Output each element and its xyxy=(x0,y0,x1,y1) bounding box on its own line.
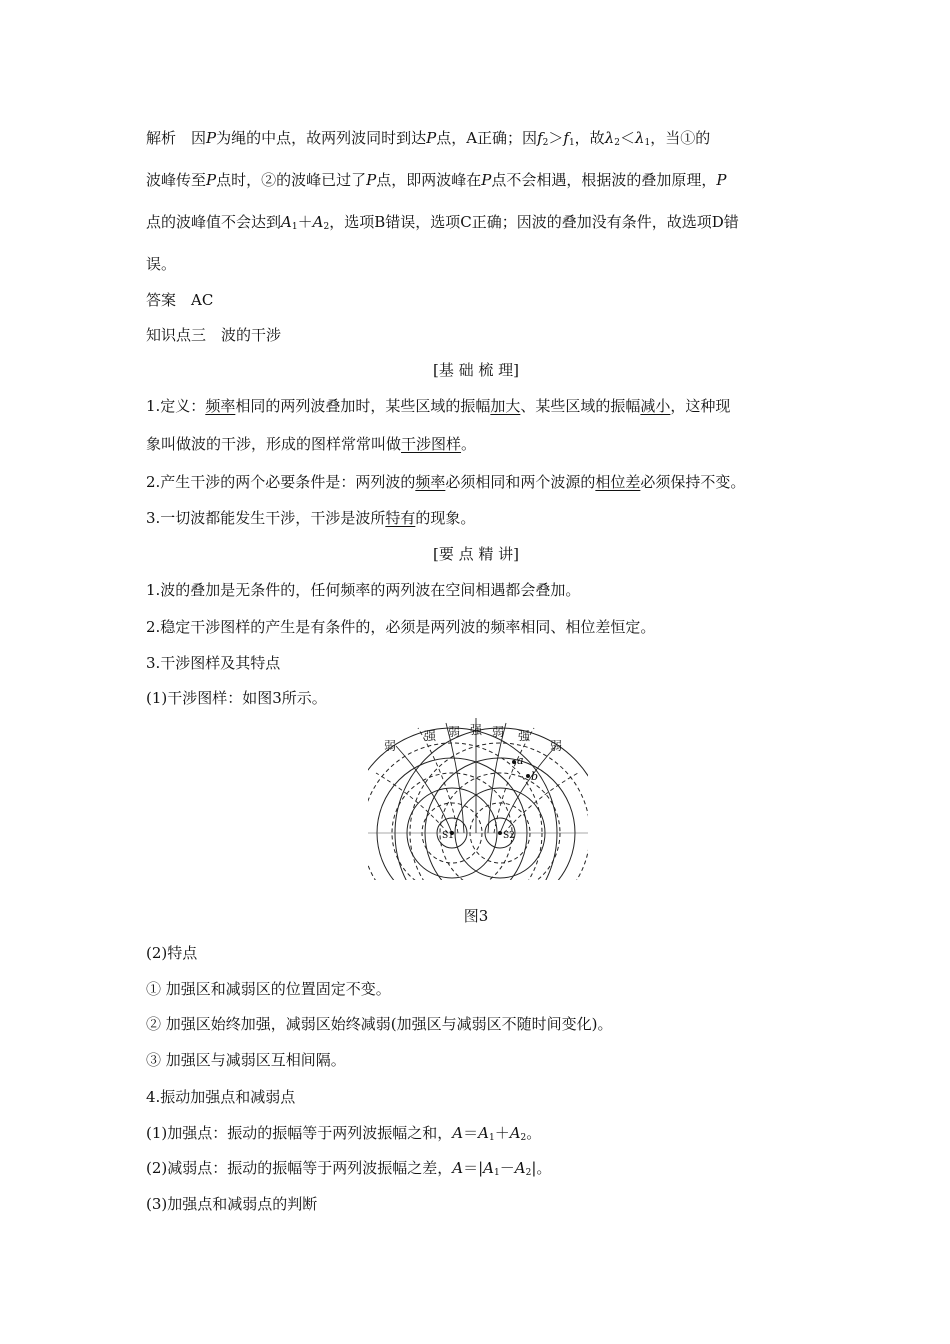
answer: 答案 AC xyxy=(146,291,214,309)
subscript: 2 xyxy=(542,138,549,148)
text: 点，A正确；因 xyxy=(436,129,538,147)
var-a: A xyxy=(509,1124,521,1142)
text: 的现象。 xyxy=(415,509,476,527)
point-a-dot xyxy=(512,760,516,764)
var-a: A xyxy=(281,213,292,231)
subscript: 2 xyxy=(614,138,620,148)
text: 点，即两波峰在 xyxy=(376,171,482,189)
var-a: A xyxy=(452,1124,464,1142)
text: 。 xyxy=(461,435,477,453)
subscript: 1 xyxy=(494,1168,500,1178)
text: 象叫做波的干涉，形成的图样常常叫做 xyxy=(146,435,402,453)
var-lambda: λ xyxy=(604,129,615,147)
text: 解析 因 xyxy=(146,129,207,147)
judgment-title: (3)加强点和减弱点的判断 xyxy=(146,1195,318,1213)
text: ，当①的 xyxy=(650,129,711,147)
source-2-label: S2 xyxy=(503,831,515,841)
point-b-dot xyxy=(526,774,530,778)
feature-1: ① 加强区和减弱区的位置固定不变。 xyxy=(146,980,391,998)
subsection-4: 4.振动加强点和减弱点 xyxy=(146,1088,296,1106)
basics-header: [基 础 梳 理] xyxy=(432,361,519,379)
var-p: P xyxy=(481,171,492,189)
text: ＝ xyxy=(463,1124,479,1142)
text: 必须保持不变。 xyxy=(640,473,746,491)
var-a: A xyxy=(452,1159,464,1177)
text: 为绳的中点，故两列波同时到达 xyxy=(216,129,427,147)
point-b-label: b xyxy=(531,770,539,783)
text: ，选项B错误，选项C正确；因波的叠加没有条件，故选项D错 xyxy=(329,213,739,231)
subscript: 1 xyxy=(568,138,575,148)
var-a: A xyxy=(478,1124,489,1142)
text: (2)减弱点：振动的振幅等于两列波振幅之差， xyxy=(146,1159,453,1177)
key-header: [要 点 精 讲] xyxy=(432,545,519,563)
text: |。 xyxy=(531,1159,552,1177)
analysis-line-3 xyxy=(146,212,826,237)
blank-answer: 加大 xyxy=(490,397,521,415)
subscript: 2 xyxy=(525,1168,532,1178)
text: (1)加强点：振动的振幅等于两列波振幅之和， xyxy=(146,1124,453,1142)
text: 波峰传至 xyxy=(146,171,207,189)
var-p: P xyxy=(206,129,217,147)
subscript: 2 xyxy=(323,222,330,232)
var-p: P xyxy=(426,129,437,147)
text: ，故 xyxy=(574,129,605,147)
text: ＋ xyxy=(494,1124,510,1142)
blank-answer: 减小 xyxy=(640,397,671,415)
region-labels xyxy=(384,723,562,753)
unique-line xyxy=(146,508,826,528)
subscript: 1 xyxy=(488,1133,495,1143)
weak-point-line xyxy=(146,1158,826,1183)
text: 、某些区域的振幅 xyxy=(520,397,641,415)
interference-figure xyxy=(368,718,588,888)
source-2-dot xyxy=(498,831,502,835)
label-strong: 强 xyxy=(424,729,437,743)
condition-line xyxy=(146,472,826,492)
feature-2: ② 加强区始终加强，减弱区始终减弱(加强区与减弱区不随时间变化)。 xyxy=(146,1015,613,1033)
analysis-line-1 xyxy=(146,128,826,153)
text: ＜ xyxy=(619,129,635,147)
label-weak: 弱 xyxy=(384,739,397,753)
key-point-1: 1.波的叠加是无条件的，任何频率的两列波在空间相遇都会叠加。 xyxy=(146,581,581,599)
text: ＋ xyxy=(297,213,313,231)
source-1-label: S1 xyxy=(442,831,454,841)
var-p: P xyxy=(716,171,727,189)
var-a: A xyxy=(514,1159,526,1177)
text: 1.定义： xyxy=(146,397,206,415)
blank-answer: 特有 xyxy=(385,509,416,527)
key-point-2: 2.稳定干涉图样的产生是有条件的，必须是两列波的频率相同、相位差恒定。 xyxy=(146,618,656,636)
subscript: 1 xyxy=(644,138,651,148)
text: 3.一切波都能发生干涉，干涉是波所 xyxy=(146,509,386,527)
var-f: f xyxy=(537,129,543,147)
label-strong: 强 xyxy=(470,723,483,737)
text: 点的波峰值不会达到 xyxy=(146,213,282,231)
var-f: f xyxy=(563,129,569,147)
text: 相同的两列波叠加时，某些区域的振幅 xyxy=(235,397,491,415)
text: － xyxy=(499,1159,515,1177)
var-a: A xyxy=(483,1159,494,1177)
text: 2.产生干涉的两个必要条件是：两列波的 xyxy=(146,473,416,491)
key-point-4: (1)干涉图样：如图3所示。 xyxy=(146,689,327,707)
text: ＞ xyxy=(548,129,564,147)
analysis-line-4: 误。 xyxy=(146,255,177,273)
label-weak: 弱 xyxy=(550,739,563,753)
key-point-3: 3.干涉图样及其特点 xyxy=(146,654,281,672)
features-title: (2)特点 xyxy=(146,944,198,962)
var-p: P xyxy=(206,171,217,189)
text: 必须相同和两个波源的 xyxy=(445,473,596,491)
var-a: A xyxy=(312,213,324,231)
point-a-label: a xyxy=(517,754,524,767)
blank-answer: 频率 xyxy=(415,473,446,491)
section-title: 知识点三 波的干涉 xyxy=(146,326,282,344)
label-weak: 弱 xyxy=(492,725,505,739)
label-strong: 强 xyxy=(518,729,531,743)
definition-line-2 xyxy=(146,434,826,454)
text: 。 xyxy=(526,1124,542,1142)
text: 点时，②的波峰已过了 xyxy=(216,171,367,189)
subscript: 2 xyxy=(520,1133,527,1143)
var-p: P xyxy=(366,171,377,189)
subscript: 1 xyxy=(291,222,298,232)
label-weak: 弱 xyxy=(448,725,461,739)
blank-answer: 频率 xyxy=(205,397,236,415)
text: ，这种现 xyxy=(670,397,731,415)
figure-caption: 图3 xyxy=(463,907,489,925)
text: ＝| xyxy=(463,1159,484,1177)
var-lambda: λ xyxy=(634,129,645,147)
definition-line-1 xyxy=(146,396,826,416)
text: 点不会相遇，根据波的叠加原理， xyxy=(491,171,717,189)
blank-answer: 相位差 xyxy=(595,473,641,491)
analysis-line-2 xyxy=(146,170,826,190)
feature-3: ③ 加强区与减弱区互相间隔。 xyxy=(146,1051,346,1069)
strong-point-line xyxy=(146,1123,826,1148)
blank-answer: 干涉图样 xyxy=(401,435,462,453)
